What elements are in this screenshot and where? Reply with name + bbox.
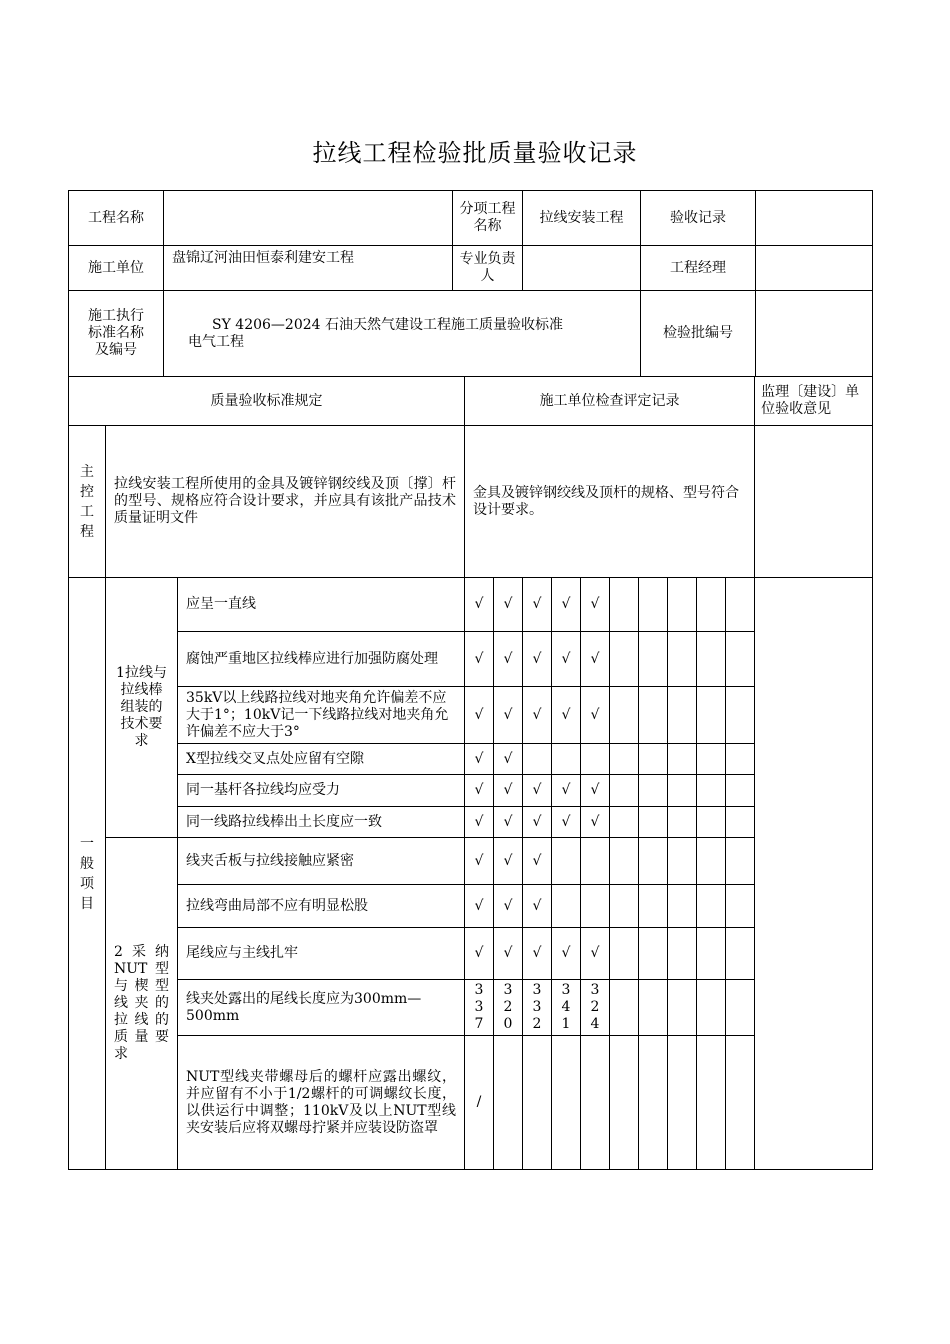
group2-item-3: 尾线应与主线扎牢 [178, 928, 465, 980]
group2-item-4: 线夹处露出的尾线长度应为300mm—500mm [178, 980, 465, 1036]
check-mark[interactable] [726, 885, 755, 928]
measured-value[interactable] [697, 980, 726, 1036]
inspection-table [68, 376, 873, 1170]
check-mark[interactable] [523, 1036, 552, 1170]
check-mark[interactable]: / [465, 1036, 494, 1170]
check-mark[interactable] [726, 1036, 755, 1170]
project-manager-label: 工程经理 [641, 246, 756, 291]
measured-value[interactable] [726, 980, 755, 1036]
check-mark[interactable] [668, 775, 697, 807]
check-mark[interactable]: √ [581, 807, 610, 838]
check-mark[interactable]: √ [465, 744, 494, 775]
check-mark[interactable] [726, 775, 755, 807]
check-mark[interactable]: √ [494, 807, 523, 838]
check-mark[interactable] [610, 775, 639, 807]
check-mark[interactable] [726, 687, 755, 744]
table-row [69, 838, 873, 885]
measured-value[interactable]: 320 [494, 980, 523, 1036]
check-mark[interactable] [668, 632, 697, 687]
check-mark[interactable] [610, 807, 639, 838]
check-mark[interactable] [726, 928, 755, 980]
table-row [69, 1036, 873, 1170]
group2-item-1: 线夹舌板与拉线接触应紧密 [178, 838, 465, 885]
sub-project-label: 分项工程名称 [453, 191, 523, 246]
table-row [69, 578, 873, 632]
check-mark[interactable] [610, 744, 639, 775]
table-row [69, 744, 873, 775]
check-mark[interactable] [639, 632, 668, 687]
group1-item-2: 腐蚀严重地区拉线棒应进行加强防腐处理 [178, 632, 465, 687]
measured-value[interactable] [668, 980, 697, 1036]
table-row [69, 632, 873, 687]
check-mark[interactable] [668, 885, 697, 928]
check-mark[interactable]: √ [581, 775, 610, 807]
table-row [69, 807, 873, 838]
check-mark[interactable]: √ [494, 632, 523, 687]
measured-value[interactable]: 324 [581, 980, 610, 1036]
project-name-field[interactable] [164, 191, 453, 246]
group1-item-5: 同一基杆各拉线均应受力 [178, 775, 465, 807]
check-mark[interactable]: √ [581, 632, 610, 687]
check-mark[interactable] [697, 744, 726, 775]
check-mark[interactable] [726, 632, 755, 687]
check-mark[interactable] [610, 687, 639, 744]
check-mark[interactable] [552, 885, 581, 928]
col-standard-header: 质量验收标准规定 [69, 377, 465, 426]
check-mark[interactable] [697, 885, 726, 928]
check-mark[interactable] [726, 807, 755, 838]
check-mark[interactable] [610, 928, 639, 980]
table-row [69, 687, 873, 744]
check-mark[interactable] [552, 838, 581, 885]
check-mark[interactable]: √ [552, 578, 581, 632]
check-mark[interactable] [668, 744, 697, 775]
batch-no-label: 检验批编号 [641, 291, 756, 377]
construction-unit-label: 施工单位 [69, 246, 164, 291]
check-mark[interactable]: √ [465, 632, 494, 687]
main-control-label: 主控工程 [69, 426, 106, 578]
check-mark[interactable] [697, 1036, 726, 1170]
main-control-supervision-field[interactable] [755, 426, 873, 578]
check-mark[interactable]: √ [552, 807, 581, 838]
batch-no-field[interactable] [756, 291, 873, 377]
check-mark[interactable] [726, 838, 755, 885]
project-manager-field[interactable] [756, 246, 873, 291]
check-mark[interactable] [610, 632, 639, 687]
check-mark[interactable]: √ [523, 928, 552, 980]
check-mark[interactable]: √ [581, 928, 610, 980]
check-mark[interactable] [668, 838, 697, 885]
check-mark[interactable]: √ [465, 807, 494, 838]
check-mark[interactable] [697, 838, 726, 885]
acceptance-record-label: 验收记录 [641, 191, 756, 246]
group1-label: 1拉线与拉线棒组装的技术要求 [106, 578, 178, 838]
check-mark[interactable]: √ [552, 687, 581, 744]
check-mark[interactable] [494, 1036, 523, 1170]
group2-label: 2采纳NUT型与楔型线夹的拉线的质量要求 [106, 838, 178, 1170]
check-mark[interactable]: √ [552, 775, 581, 807]
check-mark[interactable] [552, 744, 581, 775]
check-mark[interactable] [610, 578, 639, 632]
check-mark[interactable] [639, 838, 668, 885]
check-mark[interactable]: √ [523, 775, 552, 807]
check-mark[interactable] [581, 885, 610, 928]
check-mark[interactable] [639, 775, 668, 807]
check-mark[interactable]: √ [494, 928, 523, 980]
check-mark[interactable]: √ [552, 632, 581, 687]
header-table [68, 190, 873, 377]
check-mark[interactable]: √ [494, 687, 523, 744]
check-mark[interactable]: √ [523, 632, 552, 687]
check-mark[interactable] [639, 687, 668, 744]
acceptance-record-field[interactable] [756, 191, 873, 246]
group1-item-4: X型拉线交叉点处应留有空隙 [178, 744, 465, 775]
measured-value[interactable]: 337 [465, 980, 494, 1036]
check-mark[interactable]: √ [465, 687, 494, 744]
check-mark[interactable]: √ [494, 775, 523, 807]
col-check-record-header: 施工单位检查评定记录 [465, 377, 755, 426]
sub-project-value[interactable]: 拉线安装工程 [523, 191, 641, 246]
check-mark[interactable]: √ [552, 928, 581, 980]
check-mark[interactable]: √ [581, 578, 610, 632]
main-control-requirement: 拉线安装工程所使用的金具及镀锌钢绞线及顶〔撑〕杆的型号、规格应符合设计要求，并应具有该批产品技术质量证明文件 [106, 426, 465, 578]
general-items-label: 一般项目 [69, 578, 106, 1170]
group2-item-5: NUT型线夹带螺母后的螺杆应露出螺纹，并应留有不小于1/2螺杆的可调螺纹长度，以供运行中调整；110kV及以上NUT型线夹安装后应将双螺母拧紧并应装设防盗罩 [178, 1036, 465, 1170]
col-supervision-header: 监理〔建设〕单位验收意见 [755, 377, 873, 426]
check-mark[interactable]: √ [494, 578, 523, 632]
standard-line-1: SY 4206—2024 石油天然气建设工程施工质量验收标准 [212, 316, 563, 333]
standard-label: 施工执行标准名称及编号 [69, 291, 164, 377]
check-mark[interactable] [697, 578, 726, 632]
check-mark[interactable] [697, 632, 726, 687]
check-mark[interactable] [697, 687, 726, 744]
group1-item-3: 35kV以上线路拉线对地夹角允许偏差不应大于1°；10kV记一下线路拉线对地夹角允许偏差不应大于3° [178, 687, 465, 744]
specialty-lead-label: 专业负责人 [453, 246, 523, 291]
check-mark[interactable]: √ [494, 885, 523, 928]
table-row [69, 928, 873, 980]
table-row [69, 885, 873, 928]
check-mark[interactable] [639, 885, 668, 928]
main-control-record[interactable]: 金具及镀锌钢绞线及顶杆的规格、型号符合设计要求。 [465, 426, 755, 578]
group2-item-2: 拉线弯曲局部不应有明显松股 [178, 885, 465, 928]
check-mark[interactable] [697, 807, 726, 838]
check-mark[interactable] [639, 744, 668, 775]
check-mark[interactable]: √ [465, 578, 494, 632]
check-mark[interactable] [523, 744, 552, 775]
check-mark[interactable] [581, 1036, 610, 1170]
standard-line-2: 电气工程 [188, 333, 244, 350]
group1-item-1: 应呈一直线 [178, 578, 465, 632]
check-mark[interactable]: √ [523, 838, 552, 885]
check-mark[interactable] [668, 1036, 697, 1170]
check-mark[interactable]: √ [581, 687, 610, 744]
check-mark[interactable] [610, 1036, 639, 1170]
check-mark[interactable]: √ [523, 885, 552, 928]
check-mark[interactable] [697, 775, 726, 807]
project-name-label: 工程名称 [69, 191, 164, 246]
table-row [69, 775, 873, 807]
check-mark[interactable] [668, 687, 697, 744]
check-mark[interactable]: √ [494, 744, 523, 775]
group1-item-6: 同一线路拉线棒出土长度应一致 [178, 807, 465, 838]
check-mark[interactable] [726, 578, 755, 632]
check-mark[interactable]: √ [465, 885, 494, 928]
check-mark[interactable]: √ [523, 807, 552, 838]
check-mark[interactable] [639, 807, 668, 838]
specialty-lead-field[interactable] [523, 246, 641, 291]
measured-value[interactable]: 332 [523, 980, 552, 1036]
document-title: 拉线工程检验批质量验收记录 [312, 139, 638, 167]
check-mark[interactable]: √ [523, 578, 552, 632]
check-mark[interactable]: √ [465, 928, 494, 980]
check-mark[interactable] [639, 578, 668, 632]
check-mark[interactable] [668, 928, 697, 980]
check-mark[interactable]: √ [494, 838, 523, 885]
check-mark[interactable] [610, 885, 639, 928]
check-mark[interactable] [552, 1036, 581, 1170]
check-mark[interactable] [697, 928, 726, 980]
check-mark[interactable] [639, 1036, 668, 1170]
measured-value[interactable]: 341 [552, 980, 581, 1036]
check-mark[interactable]: √ [523, 687, 552, 744]
general-supervision-field[interactable] [755, 578, 873, 1170]
check-mark[interactable] [668, 578, 697, 632]
check-mark[interactable] [639, 928, 668, 980]
check-mark[interactable]: √ [465, 838, 494, 885]
check-mark[interactable] [581, 744, 610, 775]
table-row [69, 980, 873, 1036]
check-mark[interactable]: √ [465, 775, 494, 807]
check-mark[interactable] [581, 838, 610, 885]
check-mark[interactable] [610, 838, 639, 885]
standard-value[interactable] [164, 291, 641, 377]
measured-value[interactable] [610, 980, 639, 1036]
measured-value[interactable] [639, 980, 668, 1036]
construction-unit-value[interactable]: 盘锦辽河油田恒泰利建安工程 [164, 246, 453, 291]
check-mark[interactable] [726, 744, 755, 775]
check-mark[interactable] [668, 807, 697, 838]
